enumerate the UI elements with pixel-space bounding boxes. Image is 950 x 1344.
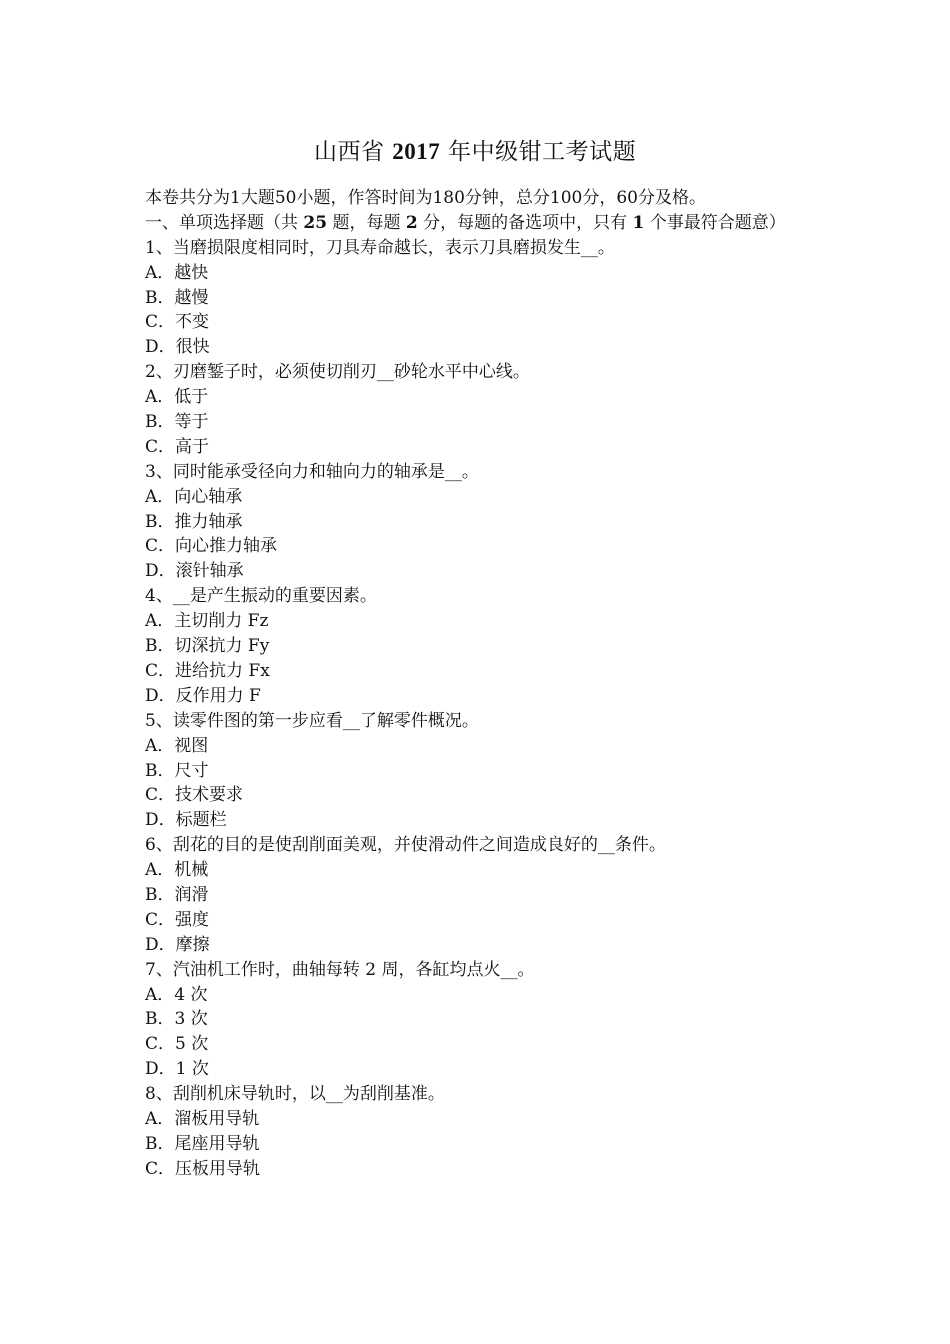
title-prefix: 山西省 bbox=[313, 139, 385, 165]
option-4b: B．切深抗力 Fy bbox=[145, 636, 270, 657]
option-2c: C．高于 bbox=[145, 436, 210, 457]
section-count: 25 bbox=[303, 212, 328, 233]
option-7a: A．4 次 bbox=[145, 984, 208, 1005]
question-7: 7、汽油机工作时，曲轴每转 2 周，各缸均点火__。 bbox=[145, 959, 535, 980]
title-year: 2017 bbox=[392, 139, 441, 164]
option-1c: C．不变 bbox=[145, 312, 210, 333]
option-7d: D．1 次 bbox=[145, 1059, 209, 1080]
exam-intro: 本卷共分为1大题50小题，作答时间为180分钟，总分100分，60分及格。 bbox=[145, 188, 706, 208]
option-6d: D．摩擦 bbox=[145, 934, 210, 955]
section-heading bbox=[145, 211, 815, 236]
question-1: 1、当磨损限度相同时，刀具寿命越长，表示刀具磨损发生__。 bbox=[145, 237, 615, 258]
option-4a: A．主切削力 Fz bbox=[145, 611, 269, 632]
option-7b: B．3 次 bbox=[145, 1009, 208, 1030]
option-8b: B．尾座用导轨 bbox=[145, 1133, 260, 1154]
option-1a: A．越快 bbox=[145, 262, 209, 283]
section-text-4: 个事最符合题意） bbox=[649, 212, 786, 233]
question-8: 8、刮削机床导轨时，以__为刮削基准。 bbox=[145, 1084, 445, 1105]
document-body bbox=[145, 186, 815, 1182]
option-6c: C．强度 bbox=[145, 909, 210, 930]
section-text-3: 分，每题的备选项中，只有 bbox=[423, 212, 628, 233]
question-6: 6、刮花的目的是使刮削面美观，并使滑动件之间造成良好的__条件。 bbox=[145, 835, 666, 856]
option-8c: C．压板用导轨 bbox=[145, 1158, 261, 1179]
question-5: 5、读零件图的第一步应看__了解零件概况。 bbox=[145, 710, 479, 731]
option-3a: A．向心轴承 bbox=[145, 486, 243, 507]
option-5d: D．标题栏 bbox=[145, 810, 227, 831]
option-3d: D．滚针轴承 bbox=[145, 561, 244, 582]
option-1b: B．越慢 bbox=[145, 287, 209, 308]
option-3c: C．向心推力轴承 bbox=[145, 536, 278, 557]
document-title bbox=[0, 137, 950, 167]
option-4c: C．进给抗力 Fx bbox=[145, 660, 270, 681]
question-2: 2、刃磨錾子时，必须使切削刃__砂轮水平中心线。 bbox=[145, 362, 530, 383]
option-5c: C．技术要求 bbox=[145, 785, 244, 806]
option-2a: A．低于 bbox=[145, 387, 209, 408]
section-points: 2 bbox=[405, 212, 418, 233]
option-5b: B．尺寸 bbox=[145, 760, 209, 781]
section-text-2: 题，每题 bbox=[332, 212, 401, 233]
option-2b: B．等于 bbox=[145, 412, 209, 433]
option-3b: B．推力轴承 bbox=[145, 511, 243, 532]
option-5a: A．视图 bbox=[145, 735, 209, 756]
option-6a: A．机械 bbox=[145, 860, 209, 881]
section-text-1: 一、单项选择题（共 bbox=[145, 212, 298, 233]
section-answers: 1 bbox=[632, 212, 645, 233]
question-3: 3、同时能承受径向力和轴向力的轴承是__。 bbox=[145, 461, 479, 482]
option-1d: D．很快 bbox=[145, 337, 210, 358]
option-8a: A．溜板用导轨 bbox=[145, 1108, 260, 1129]
question-4: 4、__是产生振动的重要因素。 bbox=[145, 586, 377, 607]
option-4d: D．反作用力 F bbox=[145, 685, 261, 706]
option-7c: C．5 次 bbox=[145, 1034, 209, 1055]
title-suffix: 年中级钳工考试题 bbox=[448, 139, 637, 165]
option-6b: B．润滑 bbox=[145, 884, 209, 905]
question-list bbox=[145, 236, 815, 1182]
